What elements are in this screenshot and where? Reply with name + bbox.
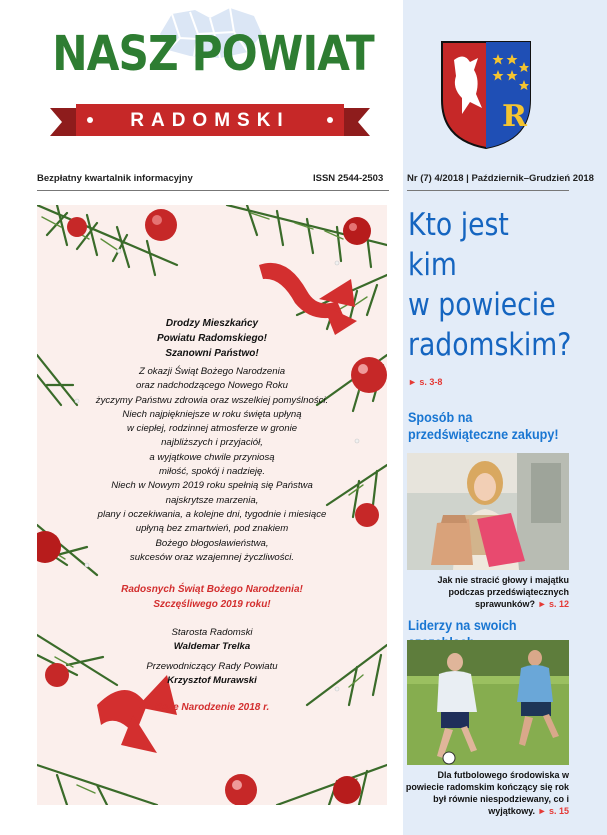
greeting-line: najskrytsze marzenia, bbox=[165, 494, 259, 506]
greeting-wish bbox=[92, 582, 332, 612]
shopping-section-title[interactable] bbox=[408, 409, 584, 443]
greeting-line: miłość, spokój i nadzieję. bbox=[158, 466, 266, 478]
football-photo bbox=[407, 640, 569, 765]
section-title-line: przedświąteczne zakupy! bbox=[408, 426, 559, 442]
divider bbox=[37, 190, 389, 191]
caption-text: Jak nie stracić głowy i majątku podczas przedświątecznych sprawunków? bbox=[437, 575, 569, 609]
signature-council-chairman bbox=[92, 660, 332, 689]
signer-title: Przewodniczący Rady Powiatu bbox=[146, 661, 278, 672]
football-caption bbox=[405, 769, 569, 817]
magazine-subtitle: RADOMSKI bbox=[130, 110, 290, 131]
signer-title: Starosta Radomski bbox=[171, 627, 253, 638]
headline-line: radomskim? bbox=[408, 327, 572, 363]
free-quarterly-label: Bezpłatny kwartalnik informacyjny bbox=[37, 173, 193, 184]
greeting-line: Niech najpiękniejsze w roku święta upłyną bbox=[122, 408, 302, 420]
shopping-caption bbox=[405, 574, 569, 610]
greeting-body bbox=[92, 365, 332, 565]
cover-headline[interactable] bbox=[408, 205, 576, 365]
greeting-line: oraz nadchodzącego Nowego Roku bbox=[135, 380, 288, 392]
county-coat-of-arms-icon bbox=[440, 40, 532, 150]
greeting-line: najbliższych i przyjaciół, bbox=[161, 437, 263, 449]
issue-label: Nr (7) 4/2018 | Październik–Grudzień 2018 bbox=[407, 173, 594, 184]
greeting-line: życzymy Państwu zdrowia oraz wszelkiej pomyślności. bbox=[95, 394, 329, 406]
greeting-line: Bożego błogosławieństwa, bbox=[155, 537, 269, 549]
football-page-ref[interactable]: ► s. 15 bbox=[537, 806, 569, 816]
headline-line: Kto jest bbox=[408, 207, 509, 243]
greeting-line: sukcesów oraz wzajemnej życzliwości. bbox=[129, 551, 295, 563]
divider bbox=[407, 190, 569, 191]
greeting-line: Niech w Nowym 2019 roku spełnią się Państwa bbox=[111, 480, 313, 492]
greeting-salutation bbox=[92, 316, 332, 361]
shopping-page-ref[interactable]: ► s. 12 bbox=[537, 599, 569, 609]
headline-page-ref[interactable]: ► s. 3-8 bbox=[408, 377, 443, 387]
svg-text:R: R bbox=[502, 99, 527, 134]
signer-name: Krzysztof Murawski bbox=[167, 675, 257, 687]
leaders-section-title[interactable]: Liderzy na swoich bbox=[408, 617, 517, 633]
issn-label: ISSN 2544-2503 bbox=[313, 173, 384, 184]
greeting-line: Powiatu Radomskiego! bbox=[156, 333, 267, 344]
signature-starosta bbox=[92, 626, 332, 655]
greeting-line: Radosnych Świąt Bożego Narodzenia! bbox=[121, 584, 303, 595]
greeting-line: Szanowni Państwo! bbox=[165, 348, 259, 359]
caption-text: Dla futbolowego środowiska w powiecie radomskim kończący się rok był równie niespodziewany, co i wyjątkowy. bbox=[405, 770, 569, 816]
headline-line: w powiecie bbox=[408, 287, 556, 323]
signer-name: Waldemar Trelka bbox=[173, 641, 251, 653]
headline-line: kim bbox=[408, 247, 457, 283]
greeting-line: w ciepłej, rodzinnej atmosferze w gronie bbox=[126, 423, 298, 435]
greeting-date: Boże Narodzenie 2018 r. bbox=[154, 702, 270, 713]
section-title-line: Sposób na bbox=[408, 409, 473, 425]
christmas-greeting-card bbox=[37, 205, 387, 805]
greeting-line: upłyną bez zmartwień, pod znakiem bbox=[135, 523, 289, 535]
greeting-line: Z okazji Świąt Bożego Narodzenia bbox=[138, 366, 286, 377]
masthead bbox=[0, 0, 403, 160]
magazine-title: NASZ POWIAT bbox=[52, 26, 374, 82]
shopping-photo bbox=[407, 453, 569, 570]
greeting-line: Drodzy Mieszkańcy bbox=[165, 318, 259, 329]
greeting-line: plany i oczekiwania, a kolejne dni, tygodnie i miesiące bbox=[97, 508, 327, 520]
greeting-line: Szczęśliwego 2019 roku! bbox=[153, 599, 271, 610]
greeting-line: a wyjątkowe chwile przyniosą bbox=[149, 451, 275, 463]
